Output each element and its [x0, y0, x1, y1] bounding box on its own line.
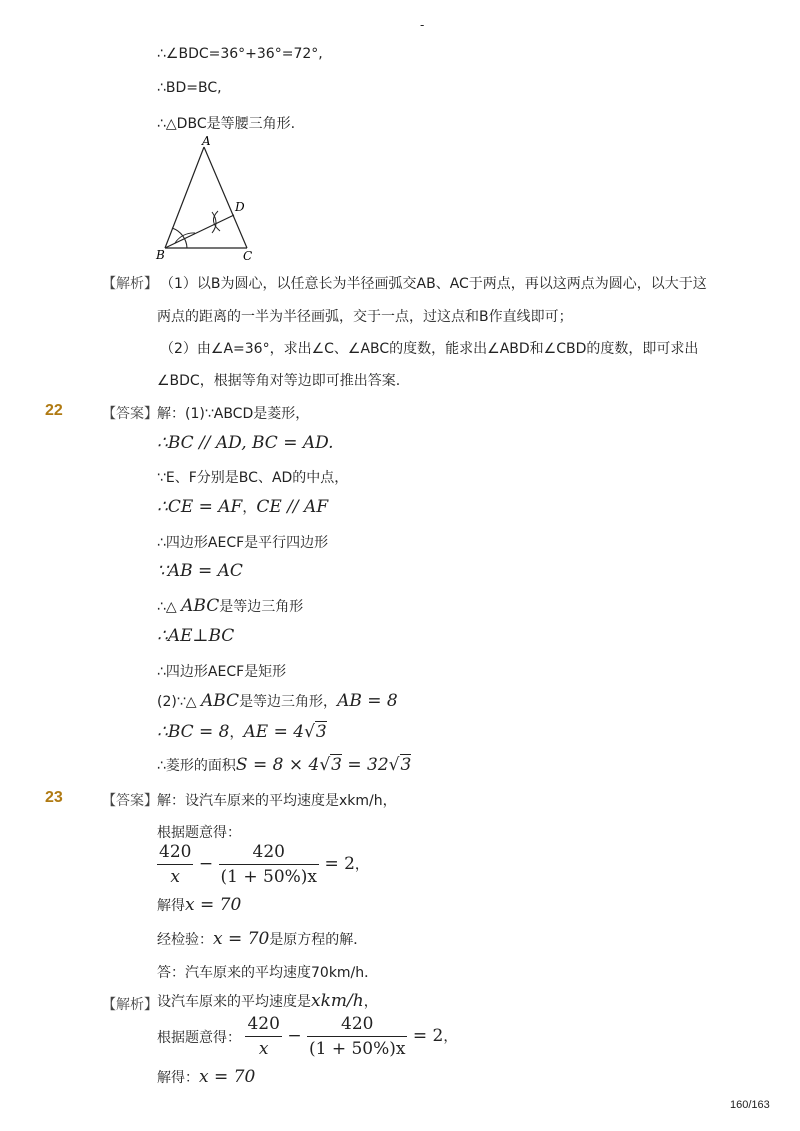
math-prefix: (2)∵△ [157, 694, 197, 710]
sqrt-radicand: 3 [331, 755, 342, 775]
math-expr: CE // AF [256, 497, 329, 517]
fraction [157, 842, 193, 887]
answer-text: 解：设汽车原来的平均速度是xkm/h， [157, 793, 397, 809]
question-number: 22 [45, 402, 63, 419]
separator: ， [354, 857, 369, 873]
fraction [307, 1014, 408, 1059]
side-ac [204, 147, 247, 248]
math-line: ∴AE⊥BC [157, 626, 235, 646]
sqrt-sign: √ [304, 722, 315, 742]
denominator: x [157, 864, 193, 887]
separator: ， [229, 725, 244, 741]
fraction [245, 1014, 281, 1059]
answer-text: 解得： [157, 1070, 199, 1086]
math-expr: x = 70 [213, 929, 270, 949]
denominator: (1 + 50%)x [219, 864, 320, 887]
sqrt-sign: √ [388, 755, 400, 775]
sqrt-sign: √ [319, 755, 331, 775]
answer-tag: 【答案】 [102, 793, 158, 809]
math-expr: = 32 [341, 755, 389, 775]
analysis-tag: 【解析】 [102, 997, 158, 1013]
answer-text: 是等边三角形 [219, 599, 304, 615]
math-line: ∴BC // AD, BC = AD. [157, 433, 334, 453]
math-expr: ∴BC = 8 [157, 722, 230, 742]
math-expr: AE = 4 [243, 722, 305, 742]
math-line [157, 929, 367, 949]
sqrt-radicand: 3 [315, 722, 327, 742]
solution-line: ∴△DBC是等腰三角形. [157, 116, 296, 132]
numerator: 420 [252, 842, 285, 862]
answer-text: 经检验： [157, 932, 213, 948]
math-expr: x = 70 [199, 1067, 256, 1087]
answer-text: 解：(1)∵ABCD是菱形， [157, 406, 310, 422]
answer-text: 答：汽车原来的平均速度70km/h． [157, 965, 379, 981]
separator: ， [363, 994, 378, 1010]
math-expr: xkm/h [311, 991, 364, 1011]
math-expr: S = 8 × 4 [235, 755, 320, 775]
solution-line: ∴BD=BC, [157, 80, 222, 96]
math-line [157, 991, 378, 1011]
separator: ， [443, 1029, 458, 1045]
separator: ， [242, 500, 257, 516]
solution-line: ∴∠BDC=36°+36°=72°, [157, 46, 323, 62]
numerator: 420 [341, 1014, 374, 1034]
math-line [157, 691, 398, 711]
analysis-text: （2）由∠A=36°，求出∠C、∠ABC的度数，能求出∠ABD和∠CBD的度数，即可求出 [160, 341, 699, 357]
math-line [157, 722, 327, 742]
denominator: (1 + 50%)x [307, 1036, 408, 1059]
label-b: B [156, 248, 165, 262]
math-line [157, 1067, 255, 1087]
math-line [157, 497, 328, 517]
math-expr: AB = 8 [337, 691, 398, 711]
fraction [219, 842, 320, 887]
answer-text: ∵E、F分别是BC、AD的中点， [157, 470, 349, 486]
answer-text: 是原方程的解． [269, 932, 368, 948]
math-expr: x = 70 [185, 895, 242, 915]
question-number: 23 [45, 789, 63, 806]
answer-text: 解得 [157, 898, 185, 914]
math-line [157, 596, 303, 616]
answer-text: ∴四边形AECF是平行四边形 [157, 535, 329, 551]
numerator: 420 [247, 1014, 280, 1034]
answer-text: 根据题意得： [157, 825, 241, 841]
answer-text: 设汽车原来的平均速度是 [157, 994, 311, 1010]
analysis-text: ∠BDC，根据等角对等边即可推出答案. [157, 373, 401, 389]
equation [245, 1014, 458, 1059]
analysis-tag: 【解析】 [102, 276, 158, 292]
equation-rhs: = 2 [412, 1026, 444, 1046]
equation-rhs: = 2 [324, 854, 355, 874]
math-expr: ABC [200, 691, 240, 711]
analysis-text: 两点的距离的一半为半径画弧，交于一点，过这点和B作直线即可； [157, 309, 573, 325]
math-line [157, 1014, 457, 1059]
math-expr: ∴CE = AF [157, 497, 243, 517]
triangle-figure [150, 133, 260, 263]
minus-sign: − [198, 854, 214, 874]
side-ab [165, 147, 204, 248]
minus-sign: − [287, 1026, 302, 1046]
math-line: ∵AB = AC [157, 561, 243, 581]
answer-text: ∴菱形的面积 [157, 758, 236, 774]
answer-text: 是等边三角形， [239, 694, 338, 710]
answer-text: ∴四边形AECF是矩形 [157, 664, 287, 680]
answer-tag: 【答案】 [102, 406, 158, 422]
label-d: D [235, 200, 245, 214]
math-line [157, 755, 411, 775]
math-prefix: ∴△ [157, 599, 177, 615]
label-a: A [202, 134, 211, 148]
math-line [157, 895, 241, 915]
analysis-text: （1）以B为圆心，以任意长为半径画弧交AB、AC于两点，再以这两点为圆心，以大于这 [160, 276, 707, 292]
numerator: 420 [159, 842, 192, 862]
label-c: C [243, 249, 253, 263]
equation [157, 842, 369, 887]
header-mark: - [420, 18, 425, 32]
answer-text: 根据题意得： [157, 1030, 241, 1046]
denominator: x [245, 1036, 281, 1059]
math-expr: ABC [181, 596, 220, 616]
page-number: 160/163 [730, 1099, 770, 1111]
sqrt-radicand: 3 [400, 755, 412, 775]
